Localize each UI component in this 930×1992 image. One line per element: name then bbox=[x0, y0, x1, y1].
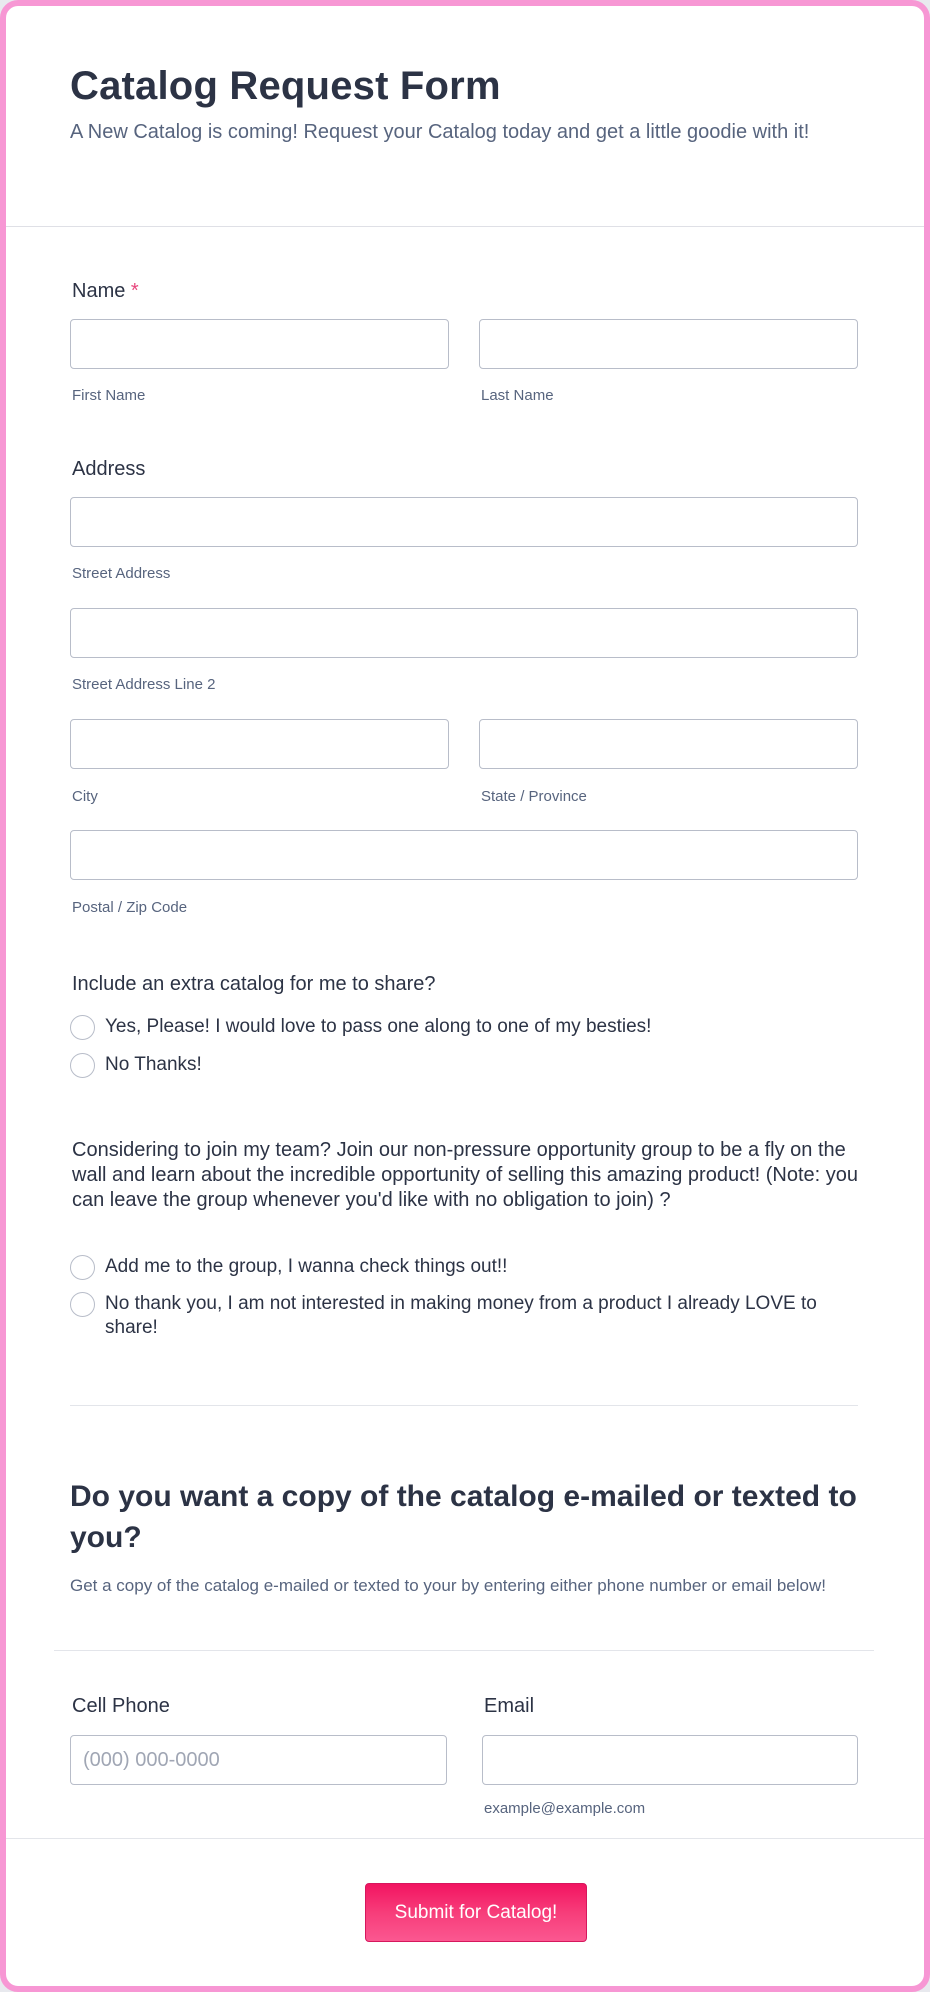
address-label: Address bbox=[72, 458, 146, 480]
form-header bbox=[6, 6, 924, 227]
form-subtitle: A New Catalog is coming! Request your Catalog today and get a little goodie with it! bbox=[70, 121, 810, 143]
radio-button[interactable] bbox=[70, 1053, 95, 1078]
extra-catalog-option-yes[interactable] bbox=[70, 1015, 651, 1040]
radio-label: No Thanks! bbox=[105, 1054, 202, 1075]
section-divider bbox=[70, 1405, 858, 1406]
section-divider bbox=[54, 1650, 874, 1651]
extra-catalog-question: Include an extra catalog for me to share? bbox=[72, 973, 436, 995]
join-team-option-add[interactable] bbox=[70, 1255, 860, 1280]
radio-button[interactable] bbox=[70, 1255, 95, 1280]
cell-phone-label: Cell Phone bbox=[72, 1695, 170, 1717]
required-asterisk: * bbox=[130, 280, 139, 302]
copy-section-title: Do you want a copy of the catalog e-mailed or texted to you? bbox=[70, 1480, 857, 1554]
state-input[interactable] bbox=[479, 719, 858, 769]
city-input[interactable] bbox=[70, 719, 449, 769]
join-team-question: Considering to join my team? Join our non-pressure opportunity group to be a fly on the wall and learn about the incredible opportunity of selling this amazing product! (Note: you can leave the group whenever you'd like with no obligation to join) ? bbox=[72, 1139, 859, 1211]
postal-code-input[interactable] bbox=[70, 830, 858, 880]
cell-phone-input[interactable] bbox=[70, 1735, 447, 1785]
radio-label: Yes, Please! I would love to pass one along to one of my besties! bbox=[105, 1016, 652, 1037]
postal-code-sublabel: Postal / Zip Code bbox=[72, 899, 188, 916]
radio-button[interactable] bbox=[70, 1015, 95, 1040]
extra-catalog-option-no[interactable] bbox=[70, 1053, 202, 1078]
last-name-input[interactable] bbox=[479, 319, 858, 369]
form-title: Catalog Request Form bbox=[70, 64, 501, 108]
city-sublabel: City bbox=[72, 788, 98, 805]
name-label bbox=[72, 280, 139, 303]
street-address-line2-input[interactable] bbox=[70, 608, 858, 658]
first-name-input[interactable] bbox=[70, 319, 449, 369]
join-team-option-decline[interactable] bbox=[70, 1292, 860, 1340]
radio-label: Add me to the group, I wanna check things out!! bbox=[105, 1256, 508, 1277]
email-sublabel: example@example.com bbox=[484, 1800, 646, 1817]
state-sublabel: State / Province bbox=[481, 788, 587, 805]
copy-section-subtitle: Get a copy of the catalog e-mailed or texted to your by entering either phone number or email below! bbox=[70, 1576, 826, 1595]
radio-label: No thank you, I am not interested in making money from a product I already LOVE to share! bbox=[105, 1293, 817, 1338]
street-address-input[interactable] bbox=[70, 497, 858, 547]
first-name-sublabel: First Name bbox=[72, 387, 146, 404]
submit-button[interactable]: Submit for Catalog! bbox=[365, 1883, 587, 1942]
email-input[interactable] bbox=[482, 1735, 858, 1785]
name-label-text: Name bbox=[72, 280, 126, 302]
email-label: Email bbox=[484, 1695, 535, 1717]
last-name-sublabel: Last Name bbox=[481, 387, 554, 404]
street-address-line2-sublabel: Street Address Line 2 bbox=[72, 676, 216, 693]
footer-divider bbox=[6, 1838, 930, 1839]
radio-button[interactable] bbox=[70, 1292, 95, 1317]
street-address-sublabel: Street Address bbox=[72, 565, 171, 582]
